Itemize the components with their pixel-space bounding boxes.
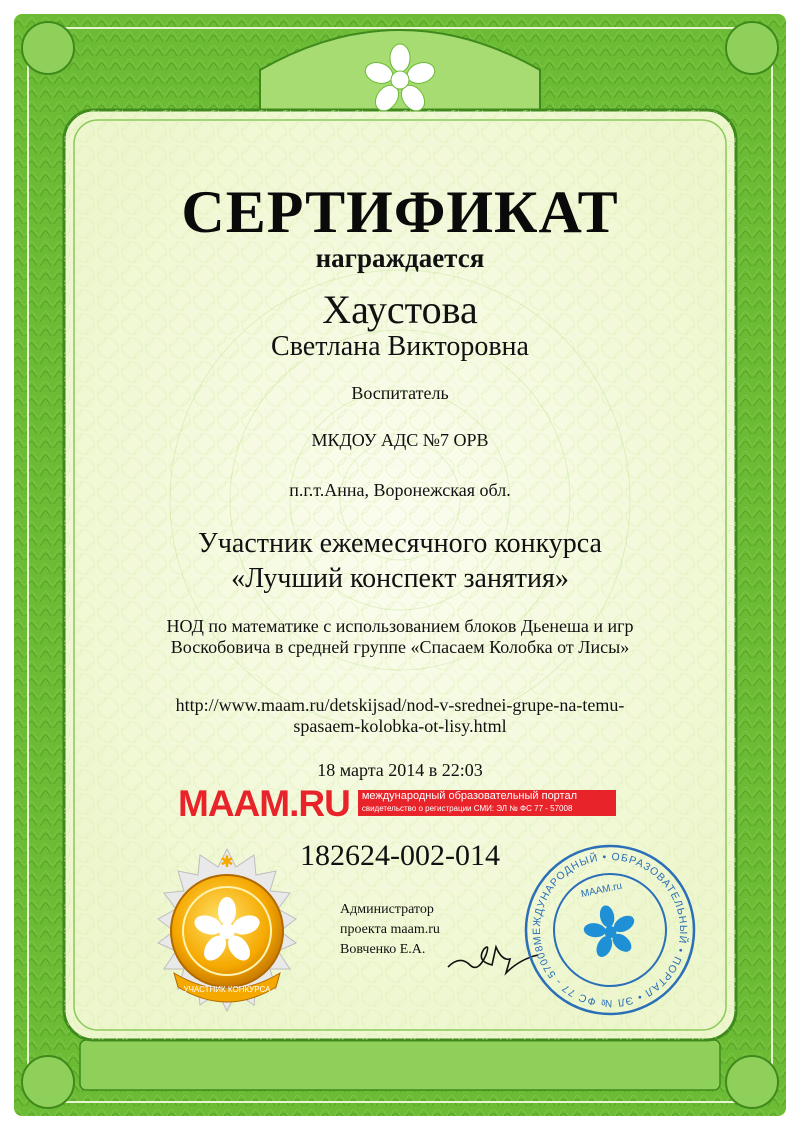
logo-ru: .RU [289, 783, 350, 824]
recipient-surname: Хаустова [322, 287, 478, 332]
participant-medal [142, 845, 312, 1015]
top-flower-emblem [360, 40, 440, 120]
work-title-line-2: Воскобовича в средней группе «Спасаем Колобка от Лисы» [170, 637, 630, 657]
admin-line-1: Администратор [340, 902, 434, 917]
stamp-outer-text: МЕЖДУНАРОДНЫЙ • ОБРАЗОВАТЕЛЬНЫЙ • ПОРТАЛ • ЭЛ № ФС 77 - 57008 [530, 850, 690, 1010]
contest-line-1: Участник ежемесячного конкурса [198, 528, 602, 559]
medal-label: УЧАСТНИК КОНКУРСА [183, 985, 271, 994]
work-url-line-1[interactable]: http://www.maam.ru/detskijsad/nod-v-srednei-grupe-na-temu- [175, 695, 625, 715]
recipient-given-names: Светлана Викторовна [271, 331, 529, 362]
certificate-number: 182624-002-014 [300, 839, 500, 872]
recipient-position: Воспитатель [351, 383, 449, 403]
certificate-title: СЕРТИФИКАТ [181, 179, 619, 245]
maam-logo [178, 783, 616, 824]
logo-registration: свидетельство о регистрации СМИ: ЭЛ № ФС 77 - 57008 [361, 804, 573, 813]
recipient-city: п.г.т.Анна, Воронежская обл. [289, 480, 511, 500]
logo-maam: MAAM [178, 783, 290, 824]
work-title-line-1: НОД по математике с использованием блоков Дьенеша и игр [166, 616, 634, 636]
admin-line-3: Вовченко Е.А. [340, 942, 426, 957]
logo-tagline: международный образовательный портал [361, 790, 578, 802]
stamp-flower-icon [578, 900, 643, 963]
publication-date: 18 марта 2014 в 22:03 [317, 760, 483, 780]
logo-wordmark [178, 783, 350, 824]
admin-line-2: проекта maam.ru [340, 922, 440, 937]
work-url-line-2[interactable]: spasaem-kolobka-ot-lisy.html [293, 716, 507, 736]
contest-line-2: «Лучший конспект занятия» [231, 563, 569, 594]
logo-tagline-box [358, 790, 616, 816]
stamp-inner-text: MAAM.ru [580, 880, 624, 901]
awarded-subtitle: награждается [315, 243, 485, 273]
recipient-organization: МКДОУ АДС №7 ОРВ [311, 430, 489, 450]
official-stamp [520, 840, 700, 1020]
administrator-block [340, 900, 440, 960]
svg-text:✱: ✱ [220, 854, 234, 871]
